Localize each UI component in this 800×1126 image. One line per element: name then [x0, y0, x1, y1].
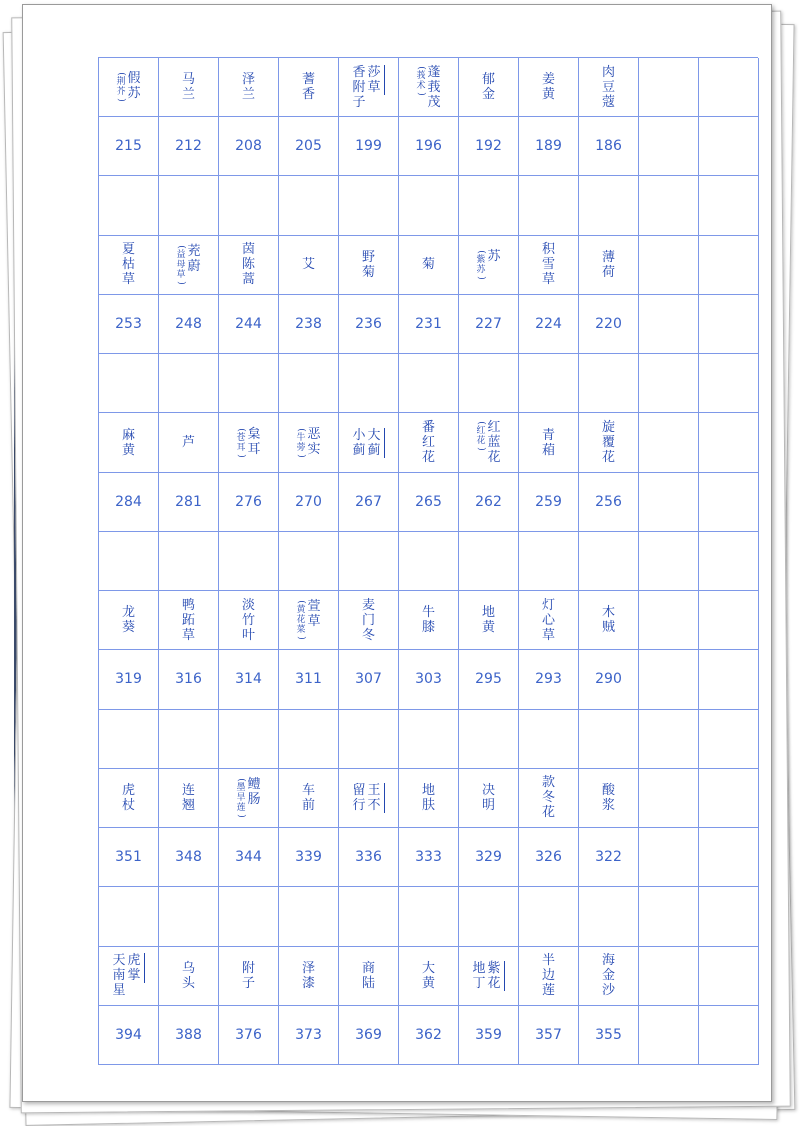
herb-name: 地 黄 [481, 605, 495, 636]
blank-cell [459, 354, 519, 413]
herb-name-cell [519, 58, 579, 117]
blank-cell [639, 354, 699, 413]
herb-name: 枲 耳 ( 苍 耳 ) [235, 426, 261, 458]
page-number-cell [699, 828, 759, 887]
page-number-cell: 290 [579, 650, 639, 709]
page-number-cell: 276 [219, 473, 279, 532]
herb-name: 款 冬 花 [541, 775, 555, 821]
blank-cell [159, 532, 219, 591]
page-number-cell: 307 [339, 650, 399, 709]
herb-name-cell [159, 947, 219, 1006]
herb-name-cell [159, 236, 219, 295]
page-number-cell: 199 [339, 117, 399, 176]
page-number-cell: 376 [219, 1006, 279, 1065]
page-number-cell: 369 [339, 1006, 399, 1065]
herb-name-cell [99, 947, 159, 1006]
herb-name: 茺 蔚 ( 益 母 草 ) [175, 243, 201, 285]
page-number-cell: 344 [219, 828, 279, 887]
blank-cell [279, 354, 339, 413]
herb-name: 车 前 [301, 782, 315, 813]
blank-cell [699, 176, 759, 235]
herb-name-cell [399, 236, 459, 295]
herb-name: 商 陆 [361, 960, 375, 991]
herb-name-cell [219, 591, 279, 650]
blank-cell [219, 887, 279, 946]
blank-cell [699, 354, 759, 413]
blank-cell [639, 710, 699, 769]
page-number-cell: 256 [579, 473, 639, 532]
herb-name-cell [219, 769, 279, 828]
page-number-cell [639, 828, 699, 887]
page-number-cell: 351 [99, 828, 159, 887]
blank-cell [159, 354, 219, 413]
herb-name-cell [519, 413, 579, 472]
blank-cell [99, 887, 159, 946]
herb-name-cell [279, 947, 339, 1006]
blank-cell [699, 532, 759, 591]
blank-cell [279, 887, 339, 946]
herb-name: 淡 竹 叶 [241, 597, 255, 643]
herb-name: 大 黄 [421, 960, 435, 991]
herb-name-cell [699, 236, 759, 295]
blank-cell [279, 176, 339, 235]
page-number-cell [699, 117, 759, 176]
herb-name-cell [579, 591, 639, 650]
page-number-cell: 373 [279, 1006, 339, 1065]
page-number-cell [699, 650, 759, 709]
herb-name-cell [279, 769, 339, 828]
index-page [22, 4, 772, 1102]
herb-name-cell [279, 236, 339, 295]
herb-name-cell [459, 236, 519, 295]
page-number-cell: 314 [219, 650, 279, 709]
herb-name-cell [519, 769, 579, 828]
herb-name-cell [639, 58, 699, 117]
herb-name: 鸭 跖 草 [181, 597, 195, 643]
page-number-cell: 303 [399, 650, 459, 709]
herb-name: 假 苏 ( 荆 芥 ) [115, 71, 141, 102]
page-number-cell: 265 [399, 473, 459, 532]
herb-name: 灯 心 草 [541, 597, 555, 643]
blank-cell [699, 887, 759, 946]
herb-name: 鳢 肠 ( 墨 旱 莲 ) [235, 776, 261, 818]
blank-cell [399, 710, 459, 769]
blank-cell [279, 532, 339, 591]
blank-cell [519, 710, 579, 769]
blank-cell [459, 710, 519, 769]
page-number-cell: 224 [519, 295, 579, 354]
herb-name-cell [279, 413, 339, 472]
herb-name-cell [459, 769, 519, 828]
herb-name: 苏 ( 紫 苏 ) [475, 248, 501, 280]
page-number-cell: 208 [219, 117, 279, 176]
herb-name: 番 红 花 [421, 420, 435, 466]
herb-name: 积 雪 草 [541, 242, 555, 288]
blank-cell [459, 176, 519, 235]
herb-name-cell [579, 947, 639, 1006]
page-number-cell: 295 [459, 650, 519, 709]
page-number-cell: 196 [399, 117, 459, 176]
herb-name-cell [159, 591, 219, 650]
page-number-cell: 262 [459, 473, 519, 532]
herb-name-cell [699, 769, 759, 828]
blank-cell [579, 532, 639, 591]
herb-name-cell [699, 591, 759, 650]
herb-name-cell [459, 591, 519, 650]
blank-cell [459, 887, 519, 946]
page-number-cell: 248 [159, 295, 219, 354]
blank-cell [219, 532, 279, 591]
page-number-cell [639, 473, 699, 532]
blank-cell [699, 710, 759, 769]
herb-name: 恶 实 ( 牛 蒡 ) [295, 426, 321, 458]
blank-cell [639, 176, 699, 235]
herb-name: 连 翘 [181, 782, 195, 813]
herb-name: 茵 陈 蒿 [241, 242, 255, 288]
page-number-cell: 329 [459, 828, 519, 887]
blank-cell [339, 176, 399, 235]
herb-name: 莎 草 香 附 子 [352, 65, 384, 110]
page-number-cell: 267 [339, 473, 399, 532]
page-number-cell [699, 295, 759, 354]
blank-cell [99, 532, 159, 591]
blank-cell [399, 354, 459, 413]
herb-name-cell [99, 591, 159, 650]
herb-name: 麻 黄 [121, 427, 135, 458]
herb-name-cell [339, 58, 399, 117]
herb-name-cell [579, 413, 639, 472]
blank-cell [579, 710, 639, 769]
page-number-cell: 215 [99, 117, 159, 176]
blank-cell [339, 710, 399, 769]
blank-cell [99, 354, 159, 413]
blank-cell [99, 710, 159, 769]
herb-name-cell [99, 58, 159, 117]
herb-name: 薄 荷 [601, 249, 615, 280]
page-number-cell: 359 [459, 1006, 519, 1065]
herb-name-cell [219, 413, 279, 472]
herb-name: 麦 门 冬 [361, 597, 375, 643]
page-number-cell: 284 [99, 473, 159, 532]
herb-name: 王 不 留 行 [352, 783, 384, 813]
herb-name-cell [279, 58, 339, 117]
herb-name-cell [219, 947, 279, 1006]
page-number-cell: 231 [399, 295, 459, 354]
herb-name: 大 蓟 小 蓟 [352, 428, 384, 458]
herb-name-cell [639, 769, 699, 828]
page-number-cell: 293 [519, 650, 579, 709]
herb-name-cell [339, 591, 399, 650]
page-number-cell [639, 1006, 699, 1065]
herb-name: 马 兰 [181, 72, 195, 103]
blank-cell [339, 354, 399, 413]
page-number-cell: 270 [279, 473, 339, 532]
page-number-cell: 355 [579, 1006, 639, 1065]
page-number-cell: 333 [399, 828, 459, 887]
herb-name-cell [279, 591, 339, 650]
herb-name: 野 菊 [361, 249, 375, 280]
herb-name-cell [399, 413, 459, 472]
page-number-cell [639, 117, 699, 176]
herb-name: 酸 浆 [601, 782, 615, 813]
blank-cell [519, 532, 579, 591]
page-number-cell: 348 [159, 828, 219, 887]
herb-name: 龙 葵 [121, 605, 135, 636]
herb-name-cell [99, 236, 159, 295]
herb-name-cell [699, 58, 759, 117]
herb-name-cell [339, 236, 399, 295]
herb-name-cell [699, 947, 759, 1006]
page-number-cell: 236 [339, 295, 399, 354]
page-number-cell: 238 [279, 295, 339, 354]
herb-name-cell [159, 769, 219, 828]
herb-name-cell [519, 591, 579, 650]
page-number-cell [699, 1006, 759, 1065]
herb-name: 萱 草 ( 黄 花 菜 ) [295, 599, 321, 640]
herb-name-cell [159, 413, 219, 472]
page-number-cell [639, 295, 699, 354]
blank-cell [399, 176, 459, 235]
herb-name: 青 葙 [541, 427, 555, 458]
page-number-cell: 388 [159, 1006, 219, 1065]
page-number-cell: 311 [279, 650, 339, 709]
page-number-cell: 244 [219, 295, 279, 354]
blank-cell [519, 354, 579, 413]
herb-name: 肉 豆 蔻 [601, 64, 615, 110]
herb-name-cell [639, 591, 699, 650]
herb-name: 旋 覆 花 [601, 420, 615, 466]
herb-name-cell [99, 769, 159, 828]
page-number-cell: 362 [399, 1006, 459, 1065]
page-number-cell: 336 [339, 828, 399, 887]
blank-cell [579, 354, 639, 413]
page-number-cell: 322 [579, 828, 639, 887]
herb-name: 地 肤 [421, 782, 435, 813]
blank-cell [219, 176, 279, 235]
herb-name-cell [99, 413, 159, 472]
blank-cell [399, 887, 459, 946]
herb-name-cell [519, 947, 579, 1006]
page-number-cell: 326 [519, 828, 579, 887]
page-number-cell: 339 [279, 828, 339, 887]
blank-cell [639, 887, 699, 946]
page-number-cell [699, 473, 759, 532]
page-number-cell: 259 [519, 473, 579, 532]
blank-cell [159, 887, 219, 946]
herb-name: 木 贼 [601, 605, 615, 636]
page-number-cell: 227 [459, 295, 519, 354]
page-number-cell: 281 [159, 473, 219, 532]
blank-cell [279, 710, 339, 769]
page-number-cell: 319 [99, 650, 159, 709]
herb-name: 牛 膝 [421, 605, 435, 636]
blank-cell [219, 710, 279, 769]
herb-name: 泽 漆 [301, 960, 315, 991]
herb-name-cell [159, 58, 219, 117]
herb-name-cell [399, 591, 459, 650]
herb-name-cell [639, 236, 699, 295]
herb-name: 艾 [301, 257, 315, 273]
page-number-cell: 394 [99, 1006, 159, 1065]
herb-name-cell [699, 413, 759, 472]
herb-index-grid [98, 57, 758, 1065]
blank-cell [99, 176, 159, 235]
blank-cell [159, 710, 219, 769]
herb-name-cell [579, 58, 639, 117]
herb-name-cell [459, 58, 519, 117]
blank-cell [459, 532, 519, 591]
page-number-cell: 186 [579, 117, 639, 176]
blank-cell [399, 532, 459, 591]
blank-cell [519, 176, 579, 235]
herb-name-cell [339, 947, 399, 1006]
herb-name: 蓬 莪 茂 ( 莪 术 ) [415, 64, 441, 110]
page-number-cell: 192 [459, 117, 519, 176]
herb-name: 半 边 莲 [541, 953, 555, 999]
herb-name: 虎 掌 天 南 星 [112, 953, 144, 998]
blank-cell [159, 176, 219, 235]
page-number-cell: 220 [579, 295, 639, 354]
blank-cell [579, 176, 639, 235]
herb-name: 红 蓝 花 ( 红 花 ) [475, 420, 501, 466]
herb-name: 乌 头 [181, 960, 195, 991]
herb-name: 郁 金 [481, 72, 495, 103]
herb-name: 泽 兰 [241, 72, 255, 103]
herb-name-cell [399, 947, 459, 1006]
herb-name: 菊 [421, 257, 435, 273]
herb-name-cell [579, 769, 639, 828]
blank-cell [519, 887, 579, 946]
blank-cell [339, 887, 399, 946]
herb-name: 紫 花 地 丁 [472, 961, 504, 991]
herb-name-cell [639, 413, 699, 472]
herb-name: 芦 [181, 435, 195, 451]
herb-name-cell [399, 58, 459, 117]
herb-name: 夏 枯 草 [121, 242, 135, 288]
page-number-cell: 316 [159, 650, 219, 709]
page-number-cell: 253 [99, 295, 159, 354]
herb-name-cell [639, 947, 699, 1006]
herb-name: 决 明 [481, 782, 495, 813]
blank-cell [639, 532, 699, 591]
herb-name-cell [219, 58, 279, 117]
herb-name-cell [459, 947, 519, 1006]
page-number-cell: 212 [159, 117, 219, 176]
herb-name-cell [579, 236, 639, 295]
herb-name-cell [399, 769, 459, 828]
herb-name-cell [519, 236, 579, 295]
herb-name-cell [459, 413, 519, 472]
blank-cell [219, 354, 279, 413]
herb-name: 虎 杖 [121, 782, 135, 813]
page-number-cell [639, 650, 699, 709]
herb-name-cell [219, 236, 279, 295]
page-number-cell: 189 [519, 117, 579, 176]
blank-cell [579, 887, 639, 946]
blank-cell [339, 532, 399, 591]
page-number-cell: 205 [279, 117, 339, 176]
herb-name-cell [339, 769, 399, 828]
herb-name: 姜 黄 [541, 72, 555, 103]
herb-name: 附 子 [241, 960, 255, 991]
herb-name: 蓍 香 [301, 72, 315, 103]
page-number-cell: 357 [519, 1006, 579, 1065]
herb-name-cell [339, 413, 399, 472]
herb-name: 海 金 沙 [601, 953, 615, 999]
